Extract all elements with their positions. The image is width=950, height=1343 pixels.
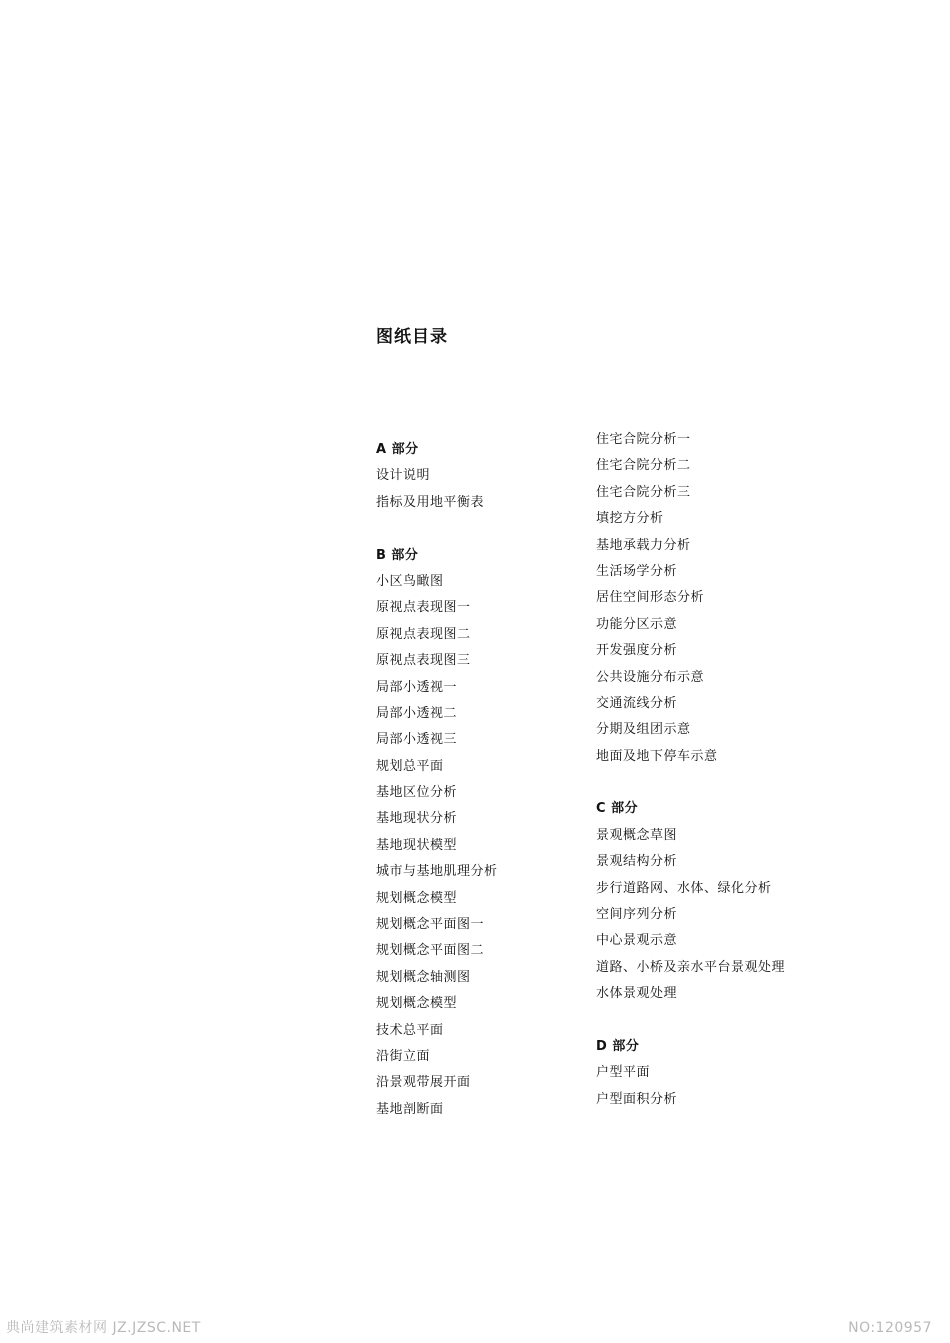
toc-item: 水体景观处理 xyxy=(596,986,678,1002)
toc-item: 沿街立面 xyxy=(376,1048,431,1064)
toc-item: 住宅合院分析二 xyxy=(596,458,691,474)
toc-section xyxy=(596,427,856,770)
toc-item: 户型面积分析 xyxy=(596,1091,678,1107)
toc-item: 规划概念轴测图 xyxy=(376,969,471,985)
page-title: 图纸目录 xyxy=(376,327,448,347)
toc-item: 分期及组团示意 xyxy=(596,722,691,738)
toc-item: 公共设施分布示意 xyxy=(596,669,705,685)
toc-item: 开发强度分析 xyxy=(596,643,678,659)
toc-item: 住宅合院分析一 xyxy=(596,432,691,447)
toc-item: 基地现状模型 xyxy=(376,837,458,853)
toc-item: 道路、小桥及亲水平台景观处理 xyxy=(596,959,786,975)
toc-column-right xyxy=(596,427,856,1140)
toc-item: 户型平面 xyxy=(596,1065,651,1081)
toc-item: 规划概念平面图二 xyxy=(376,943,485,959)
toc-item: 规划概念模型 xyxy=(376,996,458,1012)
toc-item: 基地剖断面 xyxy=(376,1101,444,1117)
toc-item: 原视点表现图一 xyxy=(376,600,471,616)
toc-item: 局部小透视三 xyxy=(376,732,458,748)
watermark-site: 典尚建筑素材网 JZ.JZSC.NET xyxy=(6,1320,201,1336)
toc-item: 居住空间形态分析 xyxy=(596,590,705,606)
toc-section xyxy=(596,1034,856,1113)
toc-item: 局部小透视一 xyxy=(376,679,458,695)
toc-item: 设计说明 xyxy=(376,468,431,484)
toc-item: 交通流线分析 xyxy=(596,695,678,711)
toc-item: 步行道路网、水体、绿化分析 xyxy=(596,880,772,896)
toc-item: 规划总平面 xyxy=(376,758,444,774)
toc-item: 技术总平面 xyxy=(376,1022,444,1038)
toc-item: 基地现状分析 xyxy=(376,811,458,827)
toc-item: 规划概念平面图一 xyxy=(376,917,485,933)
toc-item: 局部小透视二 xyxy=(376,705,458,721)
toc-item: 沿景观带展开面 xyxy=(376,1075,471,1091)
toc-item: 住宅合院分析三 xyxy=(596,484,691,500)
toc-item: 原视点表现图二 xyxy=(376,626,471,642)
toc-item: 中心景观示意 xyxy=(596,933,678,949)
toc-item: 指标及用地平衡表 xyxy=(376,494,485,510)
section-heading: B 部分 xyxy=(376,547,419,563)
toc-item: 景观结构分析 xyxy=(596,854,678,870)
toc-item: 地面及地下停车示意 xyxy=(596,748,718,764)
toc-item: 基地区位分析 xyxy=(376,785,458,801)
watermark-number: NO:120957 xyxy=(848,1320,932,1336)
toc-item: 填挖方分析 xyxy=(596,511,664,527)
section-heading: C 部分 xyxy=(596,801,639,817)
toc-item: 生活场学分析 xyxy=(596,563,678,579)
toc-item: 小区鸟瞰图 xyxy=(376,573,444,589)
section-heading: A 部分 xyxy=(376,442,419,457)
section-heading: D 部分 xyxy=(596,1038,640,1054)
toc-item: 原视点表现图三 xyxy=(376,653,471,669)
toc-section xyxy=(596,796,856,1007)
toc-item: 景观概念草图 xyxy=(596,827,678,843)
toc-item: 规划概念模型 xyxy=(376,890,458,906)
toc-item: 城市与基地肌理分析 xyxy=(376,864,498,880)
toc-item: 功能分区示意 xyxy=(596,616,678,632)
toc-item: 基地承载力分析 xyxy=(596,537,691,553)
toc-item: 空间序列分析 xyxy=(596,907,678,923)
